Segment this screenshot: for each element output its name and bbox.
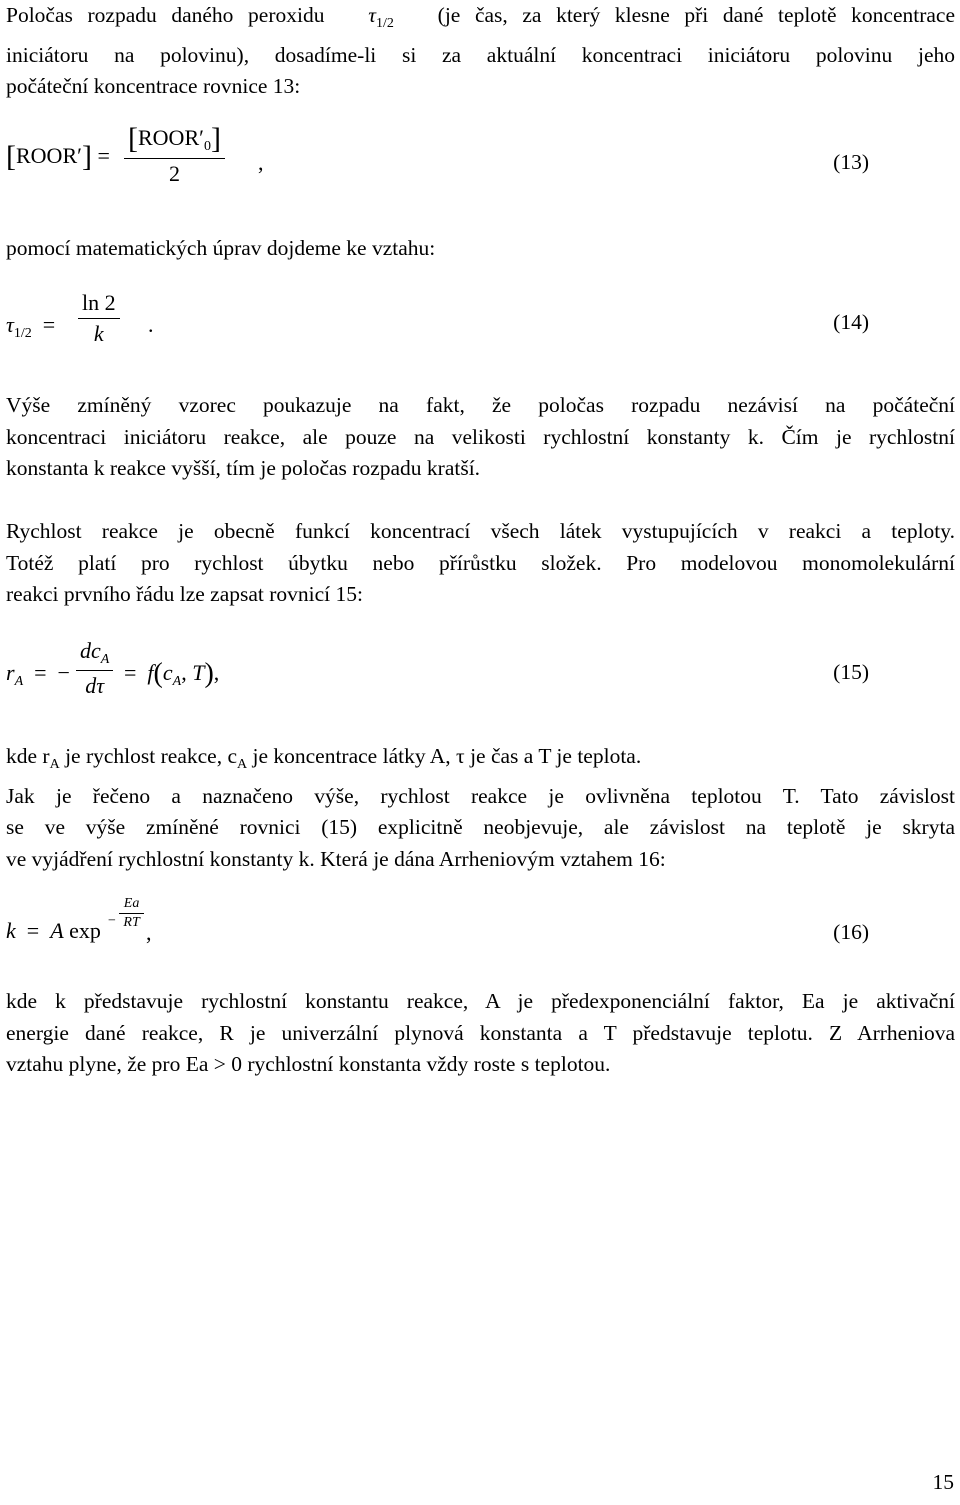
tau-symbol: τ [6,312,14,337]
equals-sign: = [97,143,110,168]
equals-sign: = [34,660,47,685]
rate-symbol: r [6,660,15,685]
minus-sign: − [108,913,116,929]
fraction-denominator: 2 [168,161,180,186]
paragraph-arrhenius-explanation [6,986,955,1081]
concentration-subscript: A [172,674,182,689]
equation-15-rhs: = $f(c_A$, T), [124,658,220,689]
text-span: Poločas rozpadu daného peroxidu [6,3,325,27]
exponent-denominator: RT [123,915,140,930]
text-line: Totéž platí pro rychlost úbytku nebo přírůstku složek. Pro modelovou monomolekulární [6,550,955,575]
fraction-numerator: ln 2 [82,290,116,315]
minus-sign: − [57,660,70,685]
comma: , [213,660,220,685]
function-symbol: f [147,660,154,685]
fraction-denominator: k [93,321,104,346]
tau-symbol: τ [368,3,376,27]
exp-function: exp [69,918,101,943]
equation-14-lhs [6,312,55,342]
paragraph-half-life-note [6,390,955,485]
text-span: je koncentrace látky A, τ je čas a T je teplota. [247,744,642,768]
text-subscript: A [236,757,248,772]
equation-15 [6,636,955,716]
equation-15-fraction [76,638,113,699]
text-line [6,741,955,781]
text-line: iniciátoru na polovinu), dosadíme-li si za aktuální koncentraci iniciátoru polovinu jeho [6,42,955,67]
concentration-symbol: c [162,660,173,685]
rate-constant-symbol: k [6,918,16,943]
text-line [6,0,955,40]
text-span: (je čas, za který klesne při dané teplotě koncentrace [437,3,956,27]
fraction-denominator: dτ [85,673,105,698]
text-line: ve vyjádření rychlostní konstanty k. Která je dána Arrheniovým vztahem 16: [6,846,666,871]
equation-14 [6,288,955,368]
equation-16 [6,896,955,976]
paragraph-derivation [6,233,955,265]
text-span: je rychlost reakce, c [59,744,237,768]
text-line: energie dané reakce, R je univerzální plynová konstanta a T představuje teplotu. Z Arrheniova [6,1020,955,1045]
equation-16-comma: , [146,920,152,945]
text-line: vztahu plyne, že pro Ea > 0 rychlostní konstanta vždy roste s teplotou. [6,1052,611,1076]
tau-subscript: 1/2 [375,16,394,31]
equals-sign: = [26,918,40,943]
equation-16-exponent [108,896,144,931]
roor-symbol: ROOR′ [16,143,82,168]
pre-exponential-symbol: A [50,918,64,943]
paragraph-temperature-dependence [6,741,955,875]
equation-number: (15) [833,660,869,684]
numerator-subscript: 0 [203,139,211,154]
text-line: Výše zmíněný vzorec poukazuje na fakt, že poločas rozpadu nezávisí na počáteční [6,393,955,417]
text-line: konstanta k reakce vyšší, tím je poločas rozpadu kratší. [6,456,481,480]
equation-13-lhs: [ROOR′] = [6,140,110,173]
paragraph-half-life-intro [6,0,955,103]
fraction-numerator: ROOR′ [138,125,204,150]
paragraph-reaction-rate [6,516,955,611]
exponent-numerator: Ea [123,896,140,911]
equation-13-comma: , [258,150,264,175]
temperature-symbol: T [192,660,205,685]
equation-number: (13) [833,150,869,174]
equals-sign: = [124,660,137,685]
text-line: kde k představuje rychlostní konstantu reakce, A je předexponenciální faktor, Ea je aktivační [6,989,955,1013]
equation-15-lhs [6,660,70,690]
text-line: reakci prvního řádu lze zapsat rovnicí 15: [6,582,363,606]
text-line: se ve výše zmíněné rovnici (15) explicitně neobjevuje, ale závislost na teplotě je skryta [6,815,955,839]
equation-number: (14) [833,310,869,334]
numerator-subscript: A [100,652,110,667]
fraction-numerator: dc [80,638,101,663]
equation-13 [6,122,955,202]
text-span: kde r [6,744,50,768]
rate-subscript: A [14,674,24,689]
text-line: Rychlost reakce je obecně funkcí koncentrací všech látek vystupujících v reakci a teploty. [6,519,955,543]
page-number: 15 [932,1470,954,1494]
tau-subscript: 1/2 [13,326,32,341]
text-line: koncentraci iniciátoru reakce, ale pouze na velikosti rychlostní konstanty k. Čím je rychlostní [6,424,955,449]
text-line: počáteční koncentrace rovnice 13: [6,74,301,98]
equation-number: (16) [833,920,869,944]
equation-13-fraction: $\frac{[ROOR'_0]}{2}$ [124,122,225,187]
equation-14-fraction [78,290,120,347]
text-line: Jak je řečeno a naznačeno výše, rychlost reakce je ovlivněna teplotou T. Tato závislost [6,783,955,808]
text-line: pomocí matematických úprav dojdeme ke vztahu: [6,236,436,260]
equals-sign: = [42,312,56,337]
equation-16-lhs [6,918,101,944]
equation-14-dot: . [148,312,154,337]
text-subscript: A [49,757,60,772]
